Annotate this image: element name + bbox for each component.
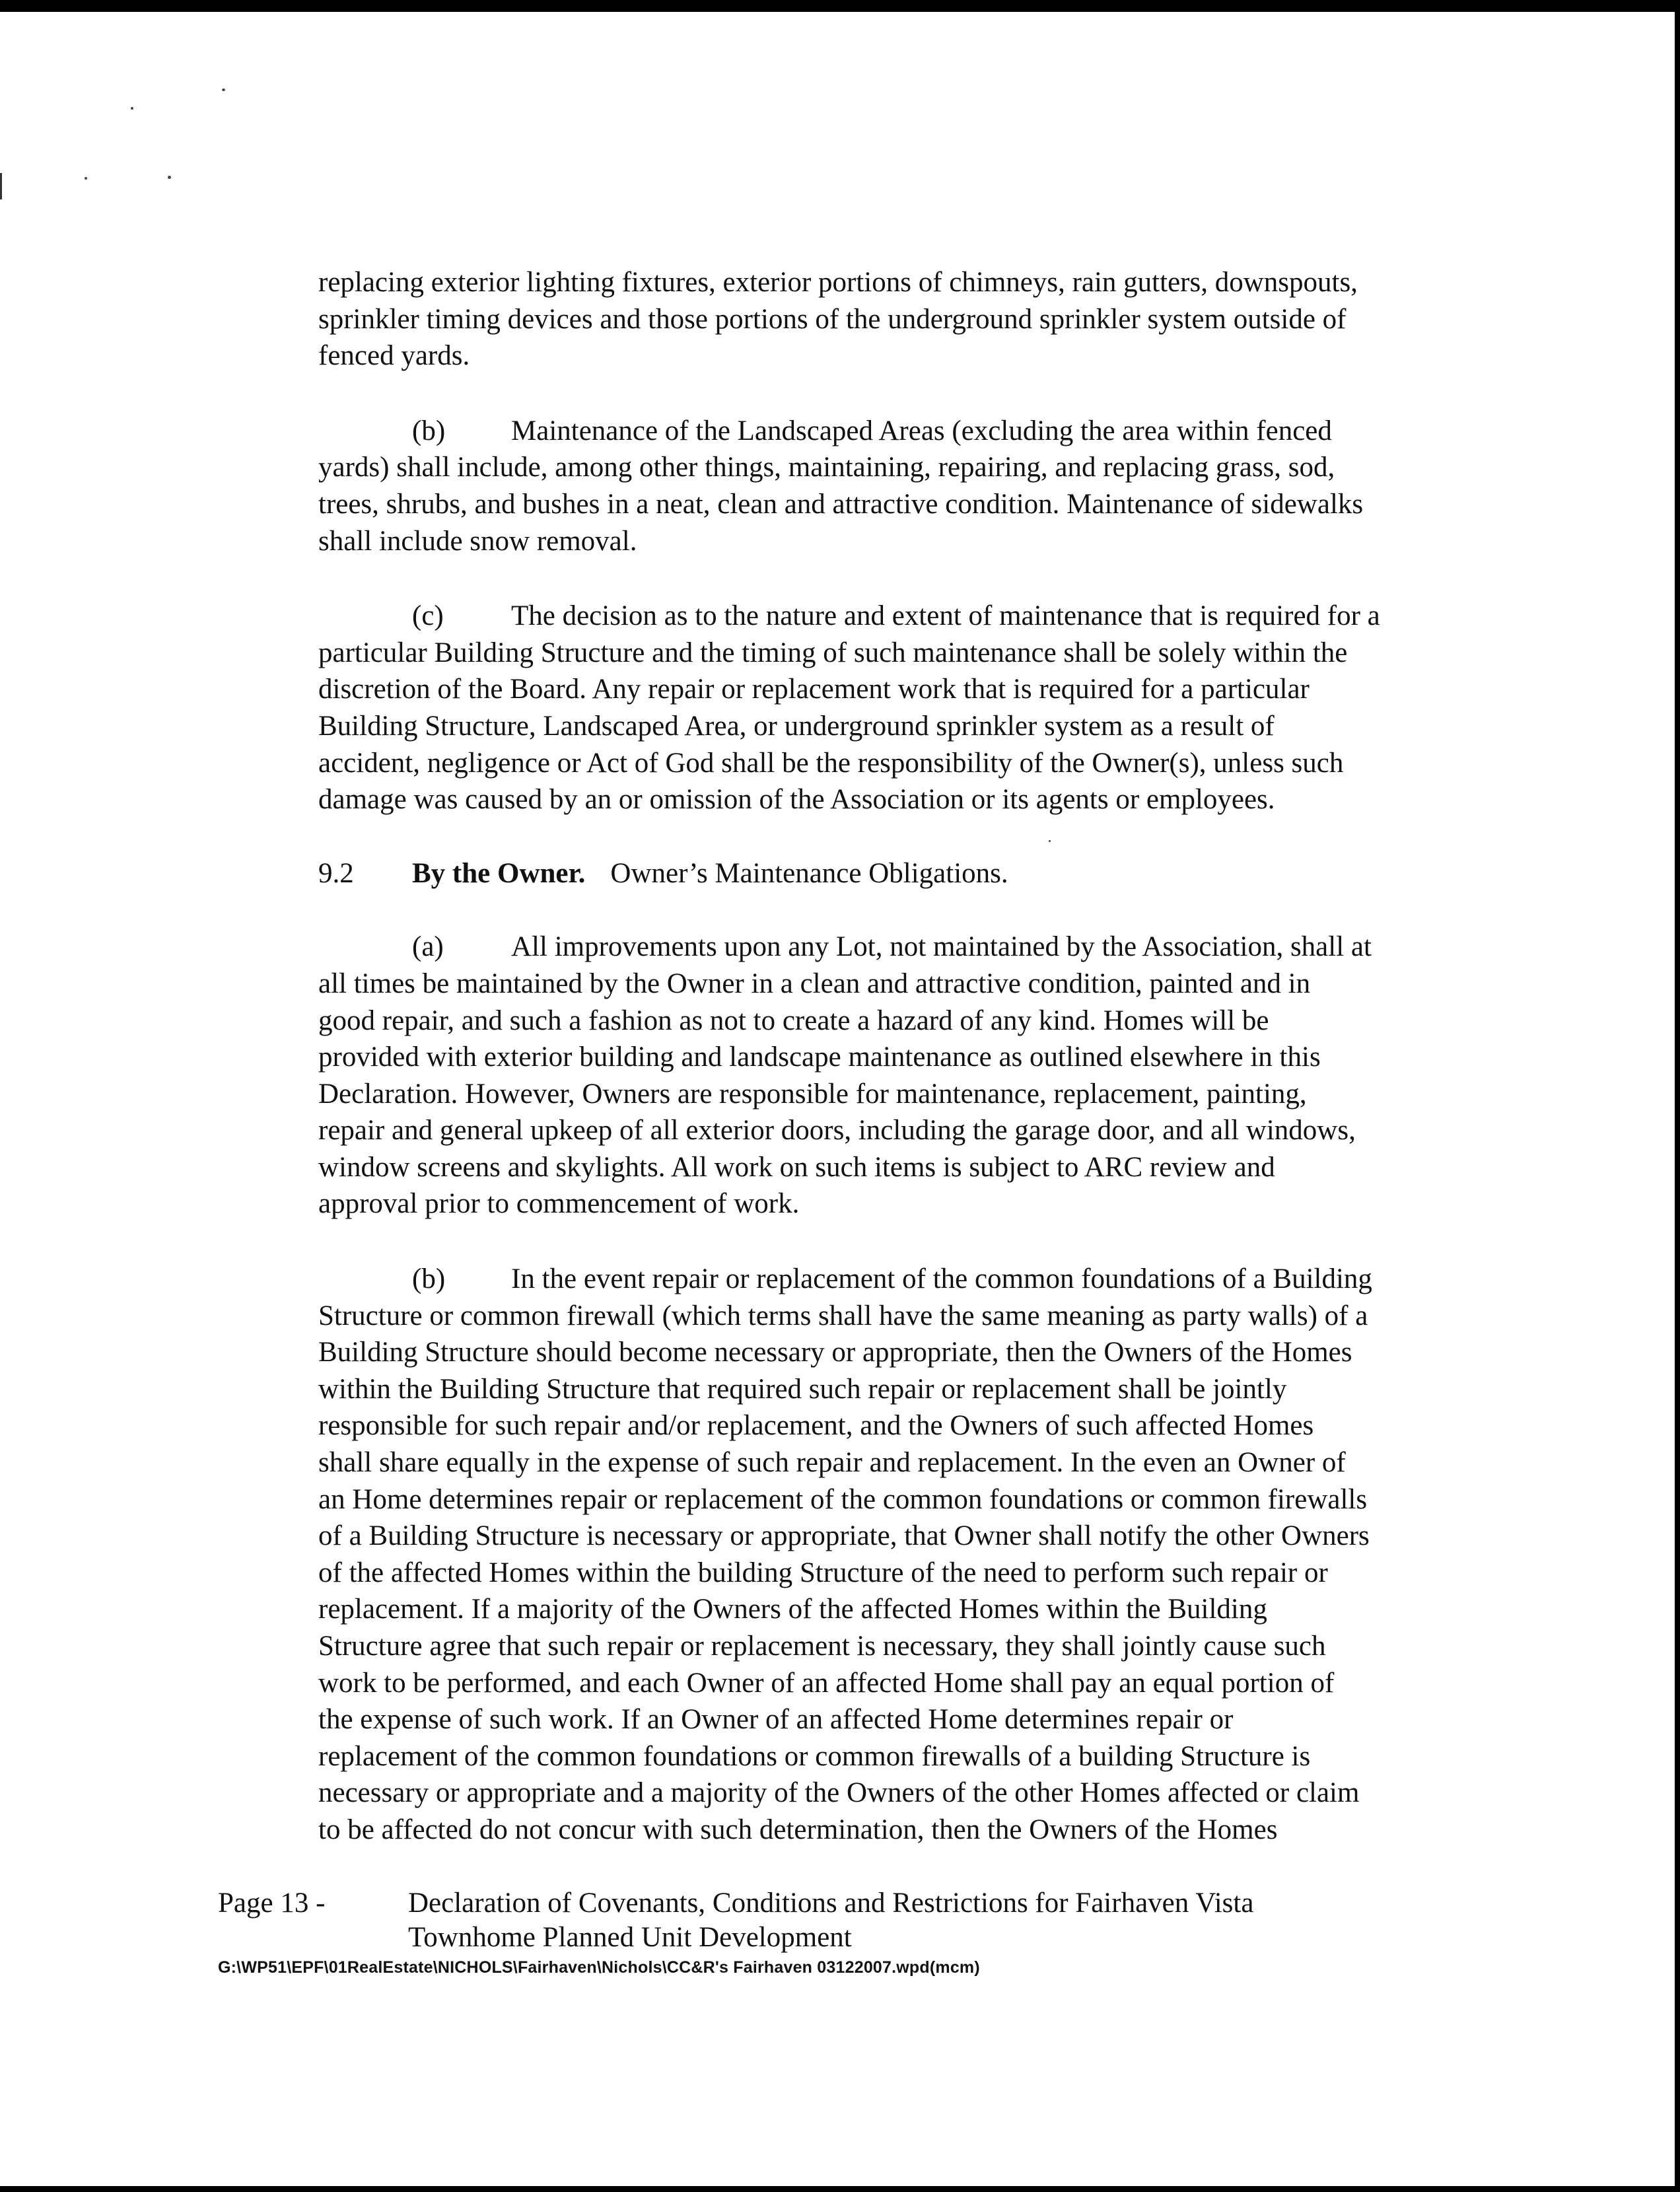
paragraph-9-1-c (318, 598, 1481, 818)
enumerator-c: (c) (412, 600, 444, 632)
paragraph-text: Maintenance of the Landscaped Areas (excluding the area within fenced yards) shall include, among other things, maintaining, repairing, and replacing grass, sod, trees, shrubs, and bushes in a neat, clean and attractive condition. Maintenance of sidewalks shall include snow removal. (318, 415, 1364, 557)
scan-speck (85, 177, 87, 180)
paragraph-9-2-a (318, 929, 1481, 1222)
paragraph-text: The decision as to the nature and extent of maintenance that is required for a particular Building Structure and the timing of such maintenance shall be solely within the discretion of the Board. Any repair or replacement work that is required for a particular Building Structure, Landscaped Area, or underground sprinkler system as a result of accident, negligence or Act of God shall be the responsibility of the Owner(s), unless such damage was caused by an or omission of the Association or its agents or employees. (318, 600, 1380, 816)
scan-speck (131, 107, 133, 110)
document-body (318, 264, 1481, 1849)
section-subtitle: Owner’s Maintenance Obligations. (610, 857, 1008, 889)
enumerator-a: (a) (412, 931, 444, 963)
enumerator-b: (b) (412, 1263, 446, 1295)
continuation-paragraph: replacing exterior lighting fixtures, exterior portions of chimneys, rain gutters, downspouts, sprinkler timing devices and those portions of the underground sprinkler system outside of fenced yards. (318, 267, 1358, 372)
section-number: 9.2 (318, 857, 354, 889)
section-title: By the Owner. (412, 857, 586, 889)
scan-top-border (0, 0, 1680, 12)
paragraph-9-2-b (318, 1261, 1481, 1849)
page-footer (218, 1886, 1605, 1977)
paragraph-text: In the event repair or replacement of the common foundations of a Building Structure or common firewall (which terms shall have the same meaning as party walls) of a Building Structure should become necessary or appropriate, then the Owners of the Homes within the Building Structure that required such repair or replacement shall be jointly responsible for such repair and/or replacement, and the Owners of such affected Homes shall share equally in the expense of such repair and replacement. In the even an Owner of an Home determines repair or replacement of the common foundations or common firewalls of a Building Structure is necessary or appropriate, that Owner shall notify the other Owners of the affected Homes within the building Structure of the need to perform such repair or replacement. If a majority of the Owners of the affected Homes within the Building Structure agree that such repair or replacement is necessary, they shall jointly cause such work to be performed, and each Owner of an affected Home shall pay an equal portion of the expense of such work. If an Owner of an affected Home determines repair or replacement of the common foundations or common firewalls of a building Structure is necessary or appropriate and a majority of the Owners of the other Homes affected or claim to be affected do not concur with such determination, then the Owners of the Homes (318, 1263, 1372, 1845)
footer-document-title: Declaration of Covenants, Conditions and Restrictions for Fairhaven Vista Townhome Planned Unit Development (408, 1888, 1254, 1953)
scan-speck (222, 88, 225, 91)
enumerator-b: (b) (412, 415, 446, 446)
page-number: Page 13 - (218, 1888, 326, 1919)
scan-speck (168, 176, 171, 179)
paragraph-text: All improvements upon any Lot, not maintained by the Association, shall at all times be maintained by the Owner in a clean and attractive condition, painted and in good repair, and such a fashion as not to create a hazard of any kind. Homes will be provided with exterior building and landscape maintenance as outlined elsewhere in this Declaration. However, Owners are responsible for maintenance, replacement, painting, repair and general upkeep of all exterior doors, including the garage door, and all windows, window screens and skylights. All work on such items is subject to ARC review and approval prior to commencement of work. (318, 931, 1372, 1220)
scan-bottom-border (0, 2186, 1680, 2192)
section-9-2-heading (318, 855, 1481, 892)
scan-left-mark (0, 173, 2, 199)
scan-right-border (1675, 12, 1680, 2186)
paragraph-9-1-b (318, 413, 1481, 559)
footer-file-path: G:\WP51\EPF\01RealEstate\NICHOLS\Fairhaven\Nichols\CC&R's Fairhaven 03122007.wpd(mcm) (218, 1958, 980, 1977)
